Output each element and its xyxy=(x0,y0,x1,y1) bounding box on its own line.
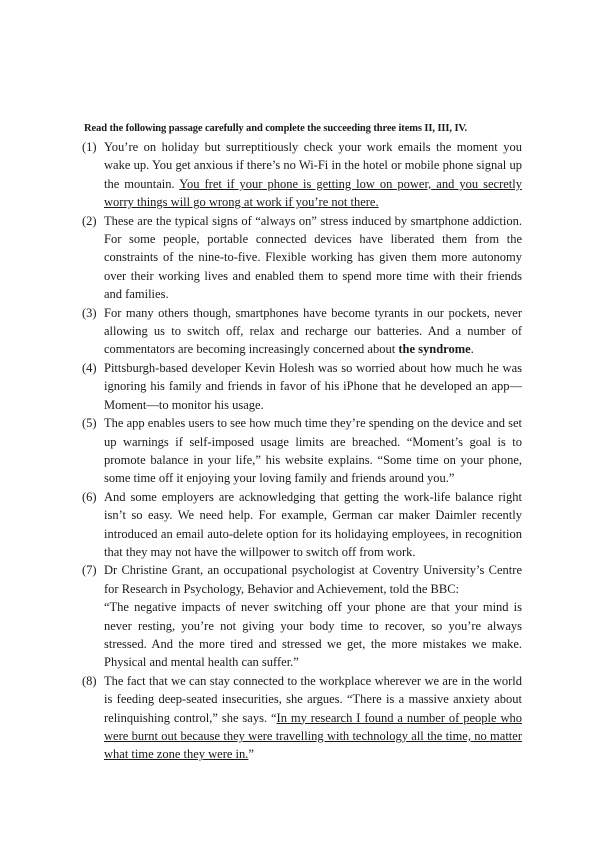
paragraph-number: (8) xyxy=(82,673,97,688)
paragraph-number: (1) xyxy=(82,140,97,154)
paragraph-6 xyxy=(82,488,522,562)
paragraph-text: The fact that we can stay connected to the workplace wherever we are in the world is feeding deep-seated insecurities, she argues. “There is a massive anxiety about relinquishing control,” she says. “ xyxy=(104,673,522,725)
paragraph-text-end: . xyxy=(470,342,474,357)
paragraph-number: (5) xyxy=(82,416,97,431)
paragraph-text: For many others though, smartphones have become tyrants in our pockets, never allowing us to switch off, relax and recharge our batteries. And a number of commentators are becoming increasingly concerned about xyxy=(104,305,522,357)
paragraph-number: (6) xyxy=(82,489,97,504)
instruction-heading: Read the following passage carefully and complete the succeeding three items II, III, IV. xyxy=(84,123,468,134)
paragraph-number: (2) xyxy=(82,213,97,228)
paragraph-3 xyxy=(82,304,522,359)
paragraph-2 xyxy=(82,212,522,304)
reading-passage xyxy=(82,138,522,764)
paragraph-number: (7) xyxy=(82,563,97,578)
paragraph-text: The app enables users to see how much time they’re spending on the device and set up warnings if self-imposed usage limits are breached. “Moment’s goal is to promote balance in your life,” his website explains. “Some time on your phone, some time off it enjoying your loving family and friends around you.” xyxy=(104,416,522,486)
paragraph-text-end: ” xyxy=(248,747,254,762)
paragraph-number: (3) xyxy=(82,305,97,320)
paragraph-4 xyxy=(82,359,522,414)
paragraph-text: Pittsburgh-based developer Kevin Holesh was so worried about how much he was ignoring his family and friends in favor of his iPhone that he developed an app—Moment—to monitor his usage. xyxy=(104,360,522,412)
paragraph-text: And some employers are acknowledging that getting the work-life balance right isn’t so easy. We need help. For example, German car maker Daimler recently introduced an email auto-delete option for its holidaying employees, in recognition that they may not have the willpower to switch off from work. xyxy=(104,489,522,559)
paragraph-text: These are the typical signs of “always on” stress induced by smartphone addiction. For some people, portable connected devices have liberated them from the constraints of the nine-to-five. Flexible working has given them more autonomy over their working lives and enabled them to spend more time with their friends and families. xyxy=(104,213,522,302)
paragraph-text: You’re on holiday but surreptitiously check your work emails the moment you wake up. You get anxious if there’s no Wi-Fi in the hotel or mobile phone signal up the mountain. xyxy=(104,140,522,191)
paragraph-1 xyxy=(82,138,522,212)
paragraph-7 xyxy=(82,561,522,598)
paragraph-8 xyxy=(82,672,522,764)
paragraph-text: Dr Christine Grant, an occupational psychologist at Coventry University’s Centre for Research in Psychology, Behavior and Achievement, told the BBC: xyxy=(104,563,522,596)
bold-term: the syndrome xyxy=(398,342,471,357)
paragraph-number: (4) xyxy=(82,360,97,375)
paragraph-5 xyxy=(82,414,522,488)
block-quote: “The negative impacts of never switching off your phone are that your mind is never resting, you’re not giving your body time to recover, so you’re always stressed. And the more tired and stressed we get, the more mistakes we make. Physical and mental health can suffer.” xyxy=(104,600,522,670)
underlined-sentence: In my research I found a number of people who were burnt out because they were travelling with technology all the time, no matter what time zone they were in. xyxy=(104,710,522,762)
underlined-sentence: You fret if your phone is getting low on power, and you secretly worry things will go wrong at work if you’re not there. xyxy=(104,176,522,210)
